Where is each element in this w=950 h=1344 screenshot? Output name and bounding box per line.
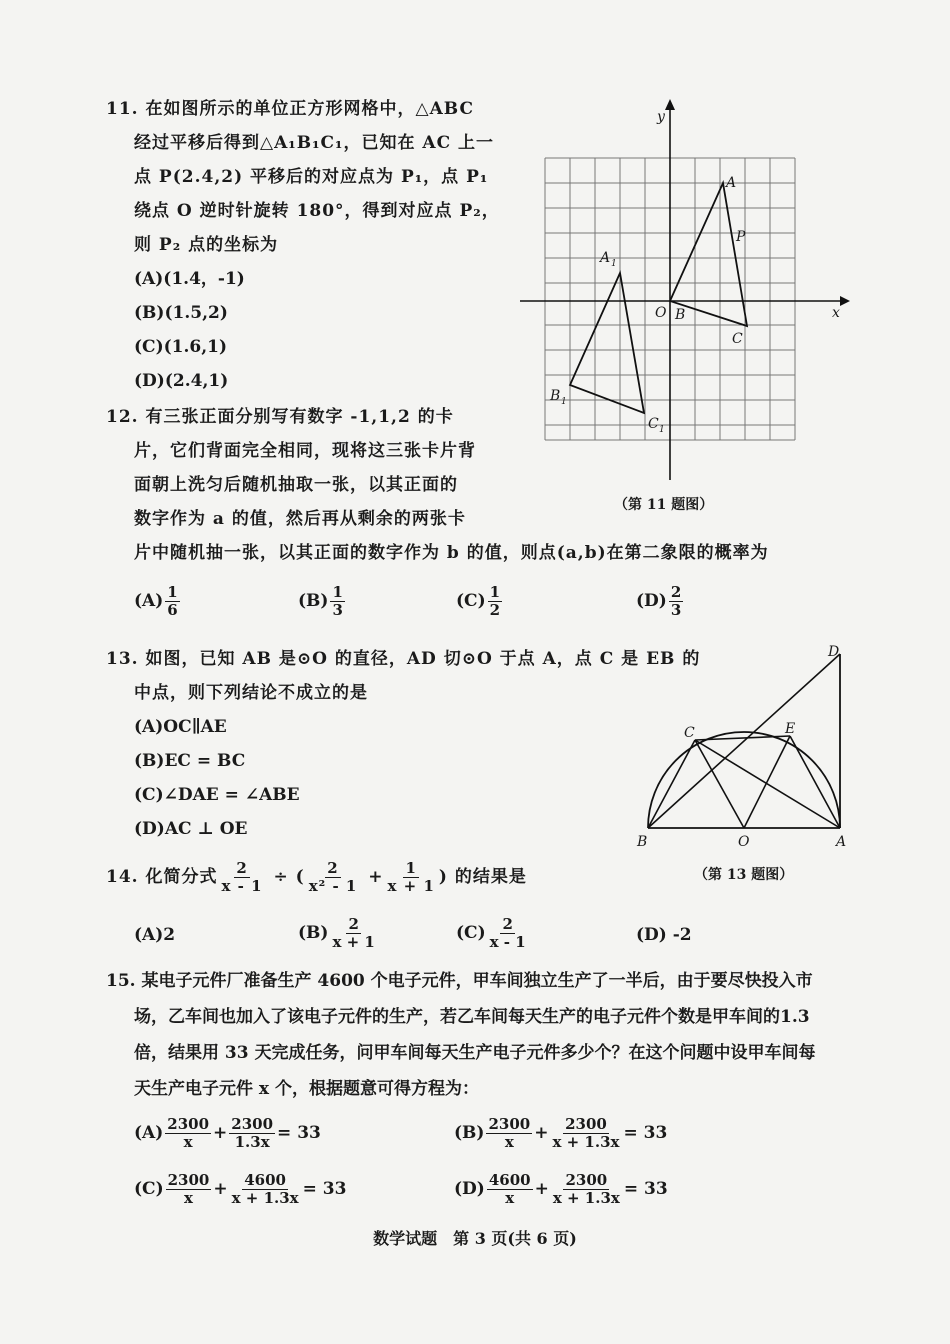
q13-label-e: E bbox=[785, 721, 796, 737]
q11-label-b1: B bbox=[550, 388, 561, 404]
q11-label-o: O bbox=[655, 305, 667, 321]
q12-d-den: 3 bbox=[670, 601, 682, 619]
q15-c-rhs: = 33 bbox=[302, 1179, 347, 1199]
q14-stem bbox=[106, 860, 527, 895]
q13-option-d: (D)AC ⊥ OE bbox=[134, 819, 248, 839]
q15-a-rhs: = 33 bbox=[277, 1123, 321, 1143]
q15-c-label: (C) bbox=[134, 1179, 164, 1199]
q13-option-c: (C)∠DAE = ∠ABE bbox=[134, 785, 300, 805]
q13-caption: （第 13 题图） bbox=[694, 867, 794, 883]
q13-label-b: B bbox=[637, 834, 648, 850]
q15-option-c bbox=[134, 1172, 346, 1207]
q12-b-den: 3 bbox=[332, 601, 343, 619]
q13-line-ac bbox=[695, 740, 840, 828]
q15-b-n2: 2300 bbox=[565, 1115, 607, 1133]
q12-option-c-label: (C) bbox=[456, 591, 486, 611]
q15-c-d1: x bbox=[184, 1189, 193, 1207]
q12-line-3: 面朝上洗匀后随机抽取一张，以其正面的 bbox=[134, 475, 458, 495]
q12-c-den: 2 bbox=[489, 601, 501, 619]
q11-x-arrow bbox=[840, 296, 850, 306]
q12-option-d bbox=[636, 584, 685, 619]
q12-option-b bbox=[298, 584, 347, 619]
q14-f1-den: x - 1 bbox=[221, 877, 263, 895]
q15-d-n1: 4600 bbox=[488, 1171, 531, 1189]
q15-line-2: 场，乙车间也加入了该电子元件的生产，若乙车间每天生产的电子元件个数是甲车间的1.3 bbox=[134, 1007, 810, 1027]
q11-caption: （第 11 题图） bbox=[614, 497, 714, 513]
q14-b-den: x + 1 bbox=[332, 933, 375, 951]
q13-figure bbox=[628, 636, 858, 856]
q15-a-d2: 1.3x bbox=[234, 1133, 270, 1151]
q14-prefix: 14. 化简分式 bbox=[106, 867, 218, 887]
q14-div: ÷ ( bbox=[273, 867, 305, 887]
q14-f2-num: 2 bbox=[327, 859, 339, 877]
q15-d-rhs: = 33 bbox=[623, 1179, 668, 1199]
q14-c-den: x - 1 bbox=[489, 933, 526, 951]
q12-c-num: 1 bbox=[489, 583, 501, 601]
q13-line-oe bbox=[744, 736, 790, 828]
q13-label-a: A bbox=[836, 834, 847, 850]
q12-line-4: 数字作为 a 的值，然后再从剩余的两张卡 bbox=[134, 509, 466, 529]
q14-f2-den: x² - 1 bbox=[308, 877, 358, 895]
q12-option-d-label: (D) bbox=[636, 591, 667, 611]
q11-option-c: (C)(1.6,1) bbox=[134, 337, 228, 357]
q14-option-a: (A)2 bbox=[134, 925, 176, 945]
q15-b-plus: + bbox=[534, 1123, 549, 1143]
q14-suffix: ) 的结果是 bbox=[438, 867, 527, 887]
q15-c-plus: + bbox=[213, 1179, 228, 1199]
q15-option-b bbox=[454, 1116, 667, 1151]
q12-b-num: 1 bbox=[332, 583, 343, 601]
q11-line-3: 点 P(2.4,2) 平移后的对应点为 P₁，点 P₁ bbox=[134, 167, 489, 187]
q12-d-num: 2 bbox=[670, 583, 682, 601]
q11-line-2: 经过平移后得到△A₁B₁C₁，已知在 AC 上一 bbox=[134, 133, 495, 153]
q13-line-ae bbox=[790, 736, 840, 828]
q14-b-num: 2 bbox=[348, 915, 359, 933]
q15-b-d2: x + 1.3x bbox=[552, 1133, 620, 1151]
q15-b-rhs: = 33 bbox=[623, 1123, 668, 1143]
q14-option-c-label: (C) bbox=[456, 923, 486, 943]
q15-option-a bbox=[134, 1116, 321, 1151]
q11-label-b: B bbox=[675, 307, 686, 323]
q15-d-d2: x + 1.3x bbox=[552, 1189, 620, 1207]
q15-a-label: (A) bbox=[134, 1123, 164, 1143]
q12-line-1: 12. 有三张正面分别写有数字 -1,1,2 的卡 bbox=[106, 407, 454, 427]
q15-a-plus: + bbox=[213, 1123, 228, 1143]
q15-c-n2: 4600 bbox=[244, 1171, 286, 1189]
q13-line-oc bbox=[695, 740, 744, 828]
q12-a-den: 6 bbox=[167, 601, 178, 619]
q13-line-bc bbox=[648, 740, 695, 828]
q15-option-d bbox=[454, 1172, 668, 1207]
q14-f3-den: x + 1 bbox=[387, 877, 435, 895]
q11-line-4: 绕点 O 逆时针旋转 180°，得到对应点 P₂， bbox=[134, 201, 500, 221]
q12-a-num: 1 bbox=[167, 583, 178, 601]
q11-label-c1-sub: 1 bbox=[659, 425, 665, 435]
q14-f3-num: 1 bbox=[405, 859, 417, 877]
q14-option-c bbox=[456, 916, 530, 951]
q11-option-b: (B)(1.5,2) bbox=[134, 303, 228, 323]
q14-option-b bbox=[298, 916, 379, 951]
q15-b-d1: x bbox=[504, 1133, 514, 1151]
q11-y-arrow bbox=[665, 99, 675, 110]
q15-a-n2: 2300 bbox=[231, 1115, 274, 1133]
q11-label-c1: C bbox=[648, 416, 659, 432]
q11-label-a1-sub: 1 bbox=[611, 259, 617, 269]
q15-a-d1: x bbox=[183, 1133, 193, 1151]
q14-option-b-label: (B) bbox=[298, 923, 329, 943]
q11-line-1: 11. 在如图所示的单位正方形网格中，△ABC bbox=[106, 99, 474, 119]
q15-b-label: (B) bbox=[454, 1123, 485, 1143]
q11-option-a: (A)(1.4，-1) bbox=[134, 269, 245, 289]
q12-line-2: 片，它们背面完全相同，现将这三张卡片背 bbox=[134, 441, 476, 461]
q13-label-c: C bbox=[684, 725, 695, 741]
q12-option-b-label: (B) bbox=[298, 591, 329, 611]
q11-label-p: P bbox=[736, 229, 746, 245]
q14-option-d: (D) -2 bbox=[636, 925, 692, 945]
q15-c-d2: x + 1.3x bbox=[231, 1189, 299, 1207]
q15-d-n2: 2300 bbox=[565, 1171, 608, 1189]
q13-option-b: (B)EC = BC bbox=[134, 751, 246, 771]
q15-d-plus: + bbox=[534, 1179, 549, 1199]
q14-c-num: 2 bbox=[502, 915, 513, 933]
q15-line-3: 倍，结果用 33 天完成任务，问甲车间每天生产电子元件多少个？在这个问题中设甲车间每 bbox=[134, 1043, 816, 1063]
q12-option-a bbox=[134, 584, 182, 619]
q11-label-a: A bbox=[726, 175, 737, 191]
q15-d-d1: x bbox=[505, 1189, 515, 1207]
q11-line-5: 则 P₂ 点的坐标为 bbox=[134, 235, 279, 255]
q15-b-n1: 2300 bbox=[488, 1115, 531, 1133]
q13-label-d: D bbox=[828, 644, 840, 660]
q11-triangle-abc bbox=[670, 183, 747, 326]
q14-f1-num: 2 bbox=[236, 859, 248, 877]
q11-label-x: x bbox=[832, 305, 840, 321]
q11-triangle-a1b1c1 bbox=[570, 273, 644, 413]
q11-label-a1: A bbox=[600, 250, 611, 266]
q13-semicircle bbox=[648, 732, 840, 828]
q11-option-d: (D)(2.4,1) bbox=[134, 371, 229, 391]
q13-option-a: (A)OC∥AE bbox=[134, 717, 227, 737]
q13-label-o: O bbox=[738, 834, 750, 850]
q13-line-2: 中点，则下列结论不成立的是 bbox=[134, 683, 368, 703]
page-footer: 数学试题 第 3 页(共 6 页) bbox=[373, 1229, 577, 1248]
q12-option-a-label: (A) bbox=[134, 591, 164, 611]
q12-line-5: 片中随机抽一张，以其正面的数字作为 b 的值，则点(a,b)在第二象限的概率为 bbox=[134, 543, 769, 563]
q15-d-label: (D) bbox=[454, 1179, 485, 1199]
q11-figure bbox=[520, 95, 850, 495]
q13-line-1: 13. 如图，已知 AB 是⊙O 的直径，AD 切⊙O 于点 A，点 C 是 EB 的 bbox=[106, 649, 701, 669]
q15-a-n1: 2300 bbox=[167, 1115, 210, 1133]
q14-plus: + bbox=[368, 867, 384, 887]
q15-line-4: 天生产电子元件 x 个，根据题意可得方程为： bbox=[134, 1079, 479, 1099]
q13-line-be-d bbox=[648, 654, 840, 828]
q12-option-c bbox=[456, 584, 504, 619]
q15-line-1: 15. 某电子元件厂准备生产 4600 个电子元件，甲车间独立生产了一半后，由于要尽快投入市 bbox=[106, 971, 813, 991]
q15-c-n1: 2300 bbox=[167, 1171, 210, 1189]
q11-label-c: C bbox=[732, 331, 743, 347]
q11-label-b1-sub: 1 bbox=[561, 397, 567, 407]
q11-label-y: y bbox=[657, 109, 665, 125]
